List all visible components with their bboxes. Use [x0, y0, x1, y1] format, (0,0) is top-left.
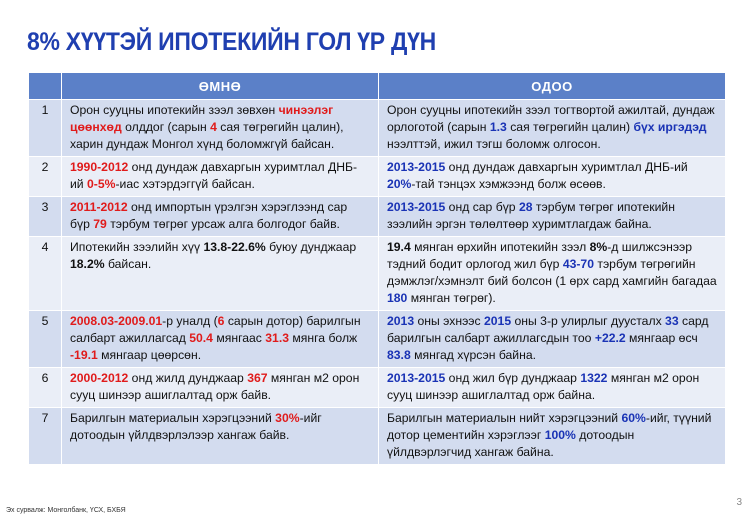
highlight-text: 0-5% — [87, 177, 116, 191]
cell-text: сая төгрөгийн цалин) — [506, 120, 634, 134]
cell-text: онд жилд дунджаар — [128, 371, 248, 385]
cell-text: тэрбум төгрөг ипотекийн зээлийн эргэн төлөлтөөр хуримтлагдаж байна. — [387, 200, 675, 231]
highlight-text: 50.4 — [189, 331, 213, 345]
cell-text: -ийг дотоодын үйлдвэрлэлээр хангаж байв. — [70, 411, 322, 442]
highlight-text: бүх иргэдэд — [633, 120, 707, 134]
cell-text: мянган м2 орон сууц шинээр ашиглалтад орж байв. — [70, 371, 360, 402]
row-number: 6 — [29, 368, 62, 408]
highlight-text: 180 — [387, 291, 408, 305]
before-cell — [62, 408, 379, 465]
cell-text: мянгаар өсч — [625, 331, 698, 345]
header-before: ӨМНӨ — [62, 73, 379, 100]
cell-text: оны эхнээс — [414, 314, 484, 328]
table-row — [29, 197, 726, 237]
row-number: 7 — [29, 408, 62, 465]
before-cell — [62, 368, 379, 408]
row-number: 3 — [29, 197, 62, 237]
highlight-text: 1990-2012 — [70, 160, 129, 174]
cell-text: онд сар бүр — [445, 200, 519, 214]
table-row — [29, 311, 726, 368]
table-row — [29, 100, 726, 157]
row-number: 2 — [29, 157, 62, 197]
highlight-text: 2013-2015 — [387, 371, 446, 385]
cell-text: мянган төгрөг). — [407, 291, 496, 305]
before-cell — [62, 197, 379, 237]
highlight-text: 8% — [589, 240, 608, 254]
before-cell — [62, 311, 379, 368]
cell-text: мянгад хүрсэн байна. — [410, 348, 536, 362]
cell-text: мянган өрхийн ипотекийн зээл — [410, 240, 590, 254]
table-row — [29, 237, 726, 311]
cell-text: олддог (сарын — [121, 120, 211, 134]
table-row — [29, 368, 726, 408]
highlight-text: +22.2 — [594, 331, 626, 345]
source-note: Эх сурвалж: Монголбанк, ҮСХ, БХБЯ — [6, 507, 126, 514]
table-row — [29, 408, 726, 465]
cell-text: -д шилжсэнээр тэдний бодит орлогод жил бүр — [387, 240, 693, 271]
highlight-text: 2013 — [387, 314, 415, 328]
row-number: 5 — [29, 311, 62, 368]
before-cell — [62, 157, 379, 197]
highlight-text: 367 — [247, 371, 268, 385]
table-row — [29, 157, 726, 197]
highlight-text: 19.4 — [387, 240, 411, 254]
cell-text: сарын дотор) барилгын салбарт ажиллагсад — [70, 314, 361, 345]
cell-text: Орон сууцны ипотекийн зээл зөвхөн — [70, 103, 279, 117]
cell-text: -тай тэнцэх хэмжээнд болж өсөөв. — [411, 177, 606, 191]
now-cell — [379, 197, 726, 237]
cell-text: тэрбум төгрөгийн дэмжлэг/хэмнэлт бий болсон (1 өрх сард хамгийн багадаа — [387, 257, 717, 288]
cell-text: Барилгын материалын хэрэгцээний — [70, 411, 276, 425]
cell-text: онд дундаж давхаргын хуримтлал ДНБ-ий — [445, 160, 688, 174]
cell-text: Барилгын материалын нийт хэрэгцээний — [387, 411, 622, 425]
highlight-text: 6 — [217, 314, 225, 328]
cell-text: оны 3-р улирлыг дуусталх — [511, 314, 666, 328]
now-cell — [379, 237, 726, 311]
cell-text: байсан. — [104, 257, 152, 271]
cell-text: сая төгрөгийн цалин), харин дундаж Монгол хүнд боломжгүй байсан. — [70, 120, 344, 151]
highlight-text: чинээлэг цөөнхөд — [70, 103, 334, 134]
highlight-text: 2008.03-2009.01 — [70, 314, 163, 328]
cell-text: сард барилгын салбарт ажиллагсдын тоо — [387, 314, 709, 345]
highlight-text: 1.3 — [489, 120, 507, 134]
now-cell — [379, 157, 726, 197]
cell-text: мянган м2 орон сууц шинээр ашиглалтад орж байна. — [387, 371, 700, 402]
row-number: 1 — [29, 100, 62, 157]
highlight-text: 79 — [93, 217, 107, 231]
highlight-text: 83.8 — [387, 348, 411, 362]
cell-text: буюу дунджаар — [265, 240, 357, 254]
cell-text: мянгаас — [212, 331, 266, 345]
highlight-text: 2000-2012 — [70, 371, 129, 385]
before-cell — [62, 100, 379, 157]
highlight-text: 30% — [275, 411, 300, 425]
slide-title: 8% ХҮҮТЭЙ ИПОТЕКИЙН ГОЛ ҮР ДҮН — [27, 28, 436, 56]
comparison-table — [28, 72, 726, 465]
now-cell — [379, 408, 726, 465]
cell-text: -р уналд ( — [162, 314, 218, 328]
cell-text: Ипотекийн зээлийн хүү — [70, 240, 204, 254]
table-header-row — [29, 73, 726, 100]
highlight-text: 33 — [665, 314, 679, 328]
row-number: 4 — [29, 237, 62, 311]
cell-text: онд жил бүр дунджаар — [445, 371, 581, 385]
highlight-text: 2015 — [484, 314, 512, 328]
cell-text: нээлттэй, ижил тэгш боломж олгосон. — [387, 137, 601, 151]
highlight-text: 2011-2012 — [70, 200, 128, 214]
cell-text: -иас хэтэрдэггүй байсан. — [115, 177, 255, 191]
cell-text: онд импортын үрэлгэн хэрэглээнд сар бүр — [70, 200, 348, 231]
highlight-text: 4 — [210, 120, 217, 134]
highlight-text: 13.8-22.6% — [203, 240, 266, 254]
highlight-text: 2013-2015 — [387, 160, 446, 174]
cell-text: Орон сууцны ипотекийн зээл тогтвортой ажилтай, дундаж орлоготой (сарын — [387, 103, 715, 134]
highlight-text: 2013-2015 — [387, 200, 446, 214]
cell-text: тэрбум төгрөг урсаж алга болгодог байв. — [106, 217, 340, 231]
highlight-text: 31.3 — [265, 331, 290, 345]
highlight-text: 28 — [518, 200, 533, 214]
cell-text: мянгаар цөөрсөн. — [97, 348, 202, 362]
cell-text: -ийг, түүний дотор цементийн хэрэглээг — [387, 411, 712, 442]
highlight-text: 18.2% — [70, 257, 105, 271]
cell-text: дотоодын үйлдвэрлэгчид хангаж байна. — [387, 428, 635, 459]
highlight-text: 60% — [621, 411, 646, 425]
highlight-text: 1322 — [580, 371, 608, 385]
highlight-text: -19.1 — [70, 348, 98, 362]
now-cell — [379, 311, 726, 368]
now-cell — [379, 100, 726, 157]
before-cell — [62, 237, 379, 311]
cell-text: мянга болж — [289, 331, 358, 345]
header-number — [29, 73, 62, 100]
page-number: 3 — [736, 497, 742, 508]
now-cell — [379, 368, 726, 408]
cell-text: онд дундаж давхаргын хуримтлал ДНБ-ий — [70, 160, 358, 191]
header-now: ОДОО — [379, 73, 726, 100]
highlight-text: 20% — [387, 177, 412, 191]
highlight-text: 100% — [544, 428, 576, 442]
highlight-text: 43-70 — [562, 257, 594, 271]
